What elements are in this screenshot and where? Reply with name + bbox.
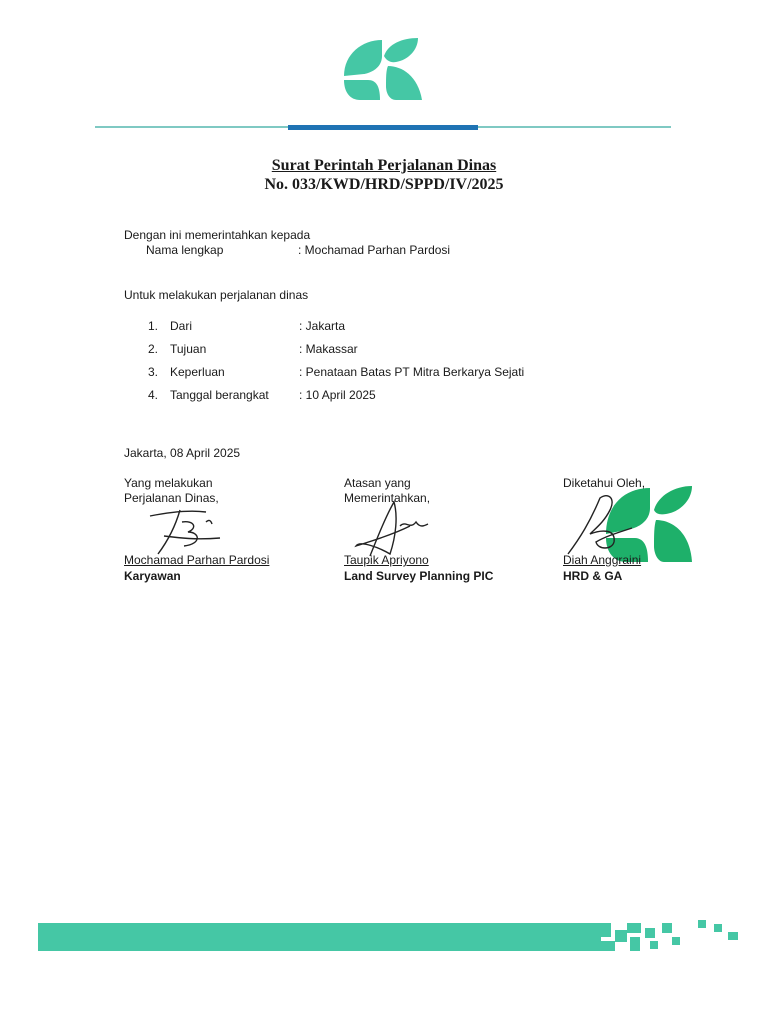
leaf-logo-icon <box>340 36 426 102</box>
name-label: Nama lengkap <box>146 243 224 257</box>
document-title-block <box>0 156 768 194</box>
signature-icon <box>560 488 640 562</box>
signatory-caption: Perjalanan Dinas, <box>124 491 219 505</box>
list-item-label: Tanggal berangkat <box>170 388 269 402</box>
footer-band <box>38 923 583 951</box>
signatory-name: Diah Anggraini <box>563 553 642 567</box>
list-item-number: 1. <box>147 319 158 333</box>
intro-text: Dengan ini memerintahkan kepada <box>124 228 311 242</box>
signatory-caption: Atasan yang <box>344 476 411 490</box>
list-item-number: 2. <box>147 342 158 356</box>
document-number: No. 033/KWD/HRD/SPPD/IV/2025 <box>264 176 504 193</box>
list-item-label: Dari <box>170 319 193 333</box>
list-item-number: 4. <box>147 388 158 402</box>
signatory-role: Land Survey Planning PIC <box>344 569 494 583</box>
list-item-value: : 10 April 2025 <box>299 388 376 402</box>
list-item-label: Tujuan <box>170 342 207 356</box>
list-item-value: : Penataan Batas PT Mitra Berkarya Sejati <box>299 365 525 379</box>
signatory-role: Karyawan <box>124 569 181 583</box>
signatory-caption: Diketahui Oleh, <box>563 476 646 490</box>
signatory-name: Mochamad Parhan Pardosi <box>124 553 270 567</box>
signatory-name: Taupik Apriyono <box>344 553 429 567</box>
signatory-role: HRD & GA <box>563 569 623 583</box>
header-divider-accent <box>288 125 478 130</box>
signature-icon <box>140 502 230 558</box>
list-item-value: : Makassar <box>299 342 358 356</box>
list-item-label: Keperluan <box>170 365 225 379</box>
document-title: Surat Perintah Perjalanan Dinas <box>271 157 497 174</box>
signatory-caption: Yang melakukan <box>124 476 213 490</box>
name-value: : Mochamad Parhan Pardosi <box>298 243 451 257</box>
list-item-value: : Jakarta <box>299 319 346 333</box>
purpose-intro: Untuk melakukan perjalanan dinas <box>124 288 309 302</box>
signatory-caption: Memerintahkan, <box>344 491 431 505</box>
place-date: Jakarta, 08 April 2025 <box>124 446 241 460</box>
list-item-number: 3. <box>147 365 158 379</box>
